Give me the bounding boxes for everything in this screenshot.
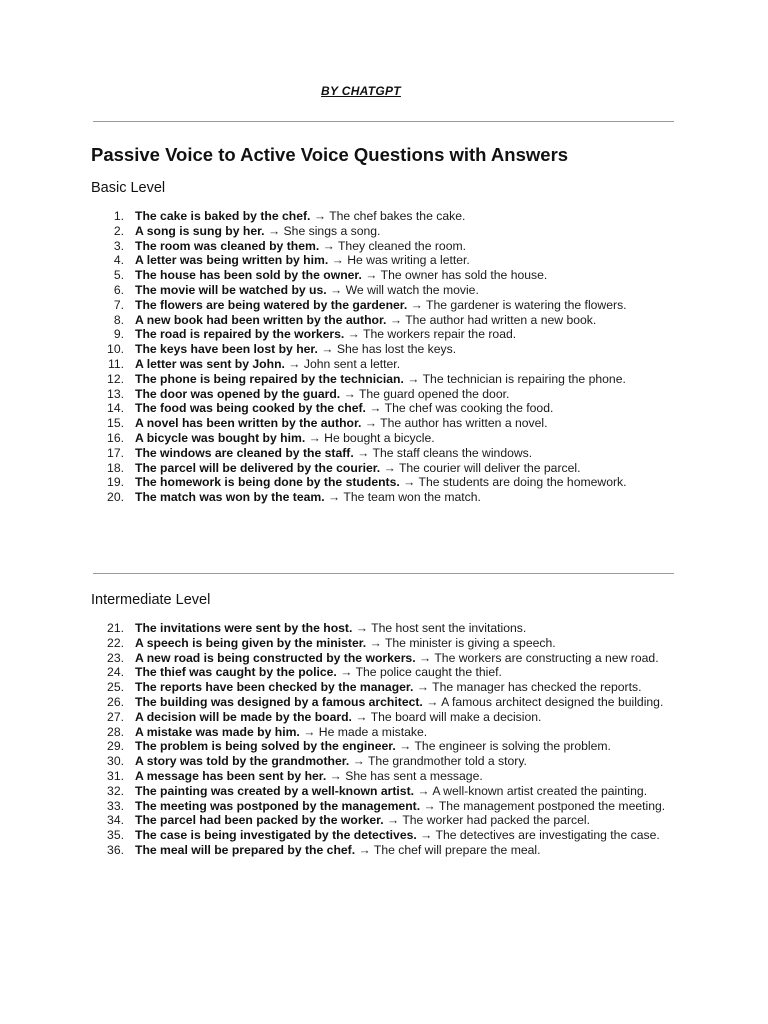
right-arrow-icon: → <box>415 650 435 665</box>
passive-sentence: The painting was created by a well-known artist. <box>135 783 415 798</box>
item-number: 14. <box>107 401 124 416</box>
item-number: 36. <box>107 842 124 857</box>
item-number: 27. <box>107 709 124 724</box>
item-number: 28. <box>107 724 124 739</box>
right-arrow-icon: → <box>399 475 419 490</box>
passive-sentence: The keys have been lost by her. <box>135 342 318 357</box>
list-item <box>0 283 768 298</box>
active-sentence: The staff cleans the windows. <box>372 445 533 460</box>
passive-sentence: The room was cleaned by them. <box>135 238 320 253</box>
item-number: 24. <box>107 665 124 680</box>
passive-sentence: The windows are cleaned by the staff. <box>135 445 354 460</box>
passive-sentence: The door was opened by the guard. <box>135 386 341 401</box>
divider <box>93 573 674 574</box>
item-number: 23. <box>107 650 124 665</box>
right-arrow-icon: → <box>324 490 344 505</box>
intermediate-level-list <box>0 621 768 858</box>
active-sentence: She sings a song. <box>283 223 381 238</box>
right-arrow-icon: → <box>407 297 427 312</box>
active-sentence: The guard opened the door. <box>358 386 510 401</box>
item-number: 30. <box>107 754 124 769</box>
active-sentence: She has sent a message. <box>345 768 483 783</box>
active-sentence: The technician is repairing the phone. <box>422 371 626 386</box>
list-item <box>0 695 768 710</box>
active-sentence: The author has written a novel. <box>380 416 548 431</box>
right-arrow-icon: → <box>344 327 364 342</box>
item-number: 25. <box>107 680 124 695</box>
passive-sentence: A mistake was made by him. <box>135 724 300 739</box>
item-number: 29. <box>107 739 124 754</box>
right-arrow-icon: → <box>310 209 330 223</box>
list-item <box>0 828 768 843</box>
active-sentence: A well-known artist created the painting. <box>432 783 648 798</box>
item-number: 1. <box>113 209 124 223</box>
passive-sentence: The homework is being done by the students. <box>135 475 400 490</box>
passive-sentence: A letter was sent by John. <box>135 356 285 371</box>
item-number: 6. <box>113 282 124 297</box>
item-number: 22. <box>107 635 124 650</box>
list-item <box>0 725 768 740</box>
divider <box>93 121 674 122</box>
active-sentence: The chef was cooking the food. <box>384 401 554 416</box>
right-arrow-icon: → <box>422 694 442 709</box>
passive-sentence: The invitations were sent by the host. <box>135 621 353 635</box>
right-arrow-icon: → <box>319 238 338 253</box>
passive-sentence: A song is sung by her. <box>135 223 265 238</box>
passive-sentence: The phone is being repaired by the technician. <box>135 371 404 386</box>
list-item <box>0 387 768 402</box>
passive-sentence: A new road is being constructed by the workers. <box>135 650 416 665</box>
passive-sentence: The match was won by the team. <box>135 490 325 505</box>
passive-sentence: The flowers are being watered by the gardener. <box>135 297 408 312</box>
section-heading-intermediate: Intermediate Level <box>91 592 211 608</box>
active-sentence: The police caught the thief. <box>355 665 502 680</box>
item-number: 34. <box>107 813 124 828</box>
list-item <box>0 621 768 636</box>
passive-sentence: A bicycle was bought by him. <box>135 430 306 445</box>
active-sentence: The gardener is watering the flowers. <box>426 297 627 312</box>
right-arrow-icon: → <box>340 386 359 401</box>
active-sentence: The workers are constructing a new road. <box>434 650 659 665</box>
active-sentence: The detectives are investigating the case. <box>435 828 660 843</box>
list-item <box>0 253 768 268</box>
list-item <box>0 490 768 505</box>
active-sentence: The students are doing the homework. <box>418 475 627 490</box>
list-item <box>0 313 768 328</box>
right-arrow-icon: → <box>380 460 399 475</box>
page-title: Passive Voice to Active Voice Questions with Answers <box>91 144 569 165</box>
right-arrow-icon: → <box>299 724 319 739</box>
passive-sentence: The house has been sold by the owner. <box>135 268 362 283</box>
passive-sentence: A novel has been written by the author. <box>135 416 362 431</box>
right-arrow-icon: → <box>416 828 436 843</box>
active-sentence: He was writing a letter. <box>347 253 470 268</box>
list-item <box>0 784 768 799</box>
passive-sentence: A letter was being written by him. <box>135 253 329 268</box>
active-sentence: The author had written a new book. <box>405 312 597 327</box>
item-number: 12. <box>107 371 124 386</box>
active-sentence: The manager has checked the reports. <box>432 680 642 695</box>
right-arrow-icon: → <box>351 709 371 724</box>
item-number: 18. <box>107 460 124 475</box>
item-number: 3. <box>113 238 124 253</box>
right-arrow-icon: → <box>414 783 433 798</box>
item-number: 32. <box>107 783 124 798</box>
passive-sentence: The parcel will be delivered by the courier. <box>135 460 381 475</box>
active-sentence: The owner has sold the house. <box>380 268 548 283</box>
section-heading-basic: Basic Level <box>91 180 166 196</box>
passive-sentence: The meal will be prepared by the chef. <box>135 842 356 857</box>
list-item <box>0 431 768 446</box>
list-item <box>0 680 768 695</box>
list-item <box>0 475 768 490</box>
list-item <box>0 710 768 725</box>
list-item <box>0 416 768 431</box>
list-item <box>0 813 768 828</box>
right-arrow-icon: → <box>395 739 415 754</box>
passive-sentence: The road is repaired by the workers. <box>135 327 345 342</box>
active-sentence: John sent a letter. <box>303 356 401 371</box>
right-arrow-icon: → <box>349 754 368 769</box>
right-arrow-icon: → <box>383 813 403 828</box>
item-number: 15. <box>107 416 124 431</box>
right-arrow-icon: → <box>264 223 284 238</box>
right-arrow-icon: → <box>355 842 374 857</box>
list-item <box>0 769 768 784</box>
item-number: 9. <box>113 327 124 342</box>
passive-sentence: The meeting was postponed by the management. <box>135 798 421 813</box>
basic-level-list <box>0 209 768 505</box>
list-item <box>0 446 768 461</box>
item-number: 8. <box>113 312 124 327</box>
passive-sentence: The case is being investigated by the detectives. <box>135 828 417 843</box>
right-arrow-icon: → <box>420 798 439 813</box>
active-sentence: The chef will prepare the meal. <box>373 842 541 857</box>
right-arrow-icon: → <box>403 371 423 386</box>
right-arrow-icon: → <box>386 312 406 327</box>
list-item <box>0 843 768 858</box>
right-arrow-icon: → <box>328 253 348 268</box>
item-number: 26. <box>107 694 124 709</box>
item-number: 33. <box>107 798 124 813</box>
item-number: 10. <box>107 342 124 357</box>
passive-sentence: A decision will be made by the board. <box>135 709 352 724</box>
passive-sentence: The movie will be watched by us. <box>135 282 327 297</box>
list-item <box>0 357 768 372</box>
item-number: 21. <box>107 621 124 635</box>
active-sentence: The engineer is solving the problem. <box>414 739 611 754</box>
passive-sentence: A new book had been written by the author. <box>135 312 387 327</box>
item-number: 2. <box>113 223 124 238</box>
active-sentence: The chef bakes the cake. <box>329 209 466 223</box>
list-item <box>0 372 768 387</box>
active-sentence: He made a mistake. <box>318 724 428 739</box>
list-item <box>0 754 768 769</box>
active-sentence: The minister is giving a speech. <box>384 635 556 650</box>
passive-sentence: A message has been sent by her. <box>135 768 327 783</box>
list-item <box>0 224 768 239</box>
list-item <box>0 401 768 416</box>
item-number: 16. <box>107 430 124 445</box>
list-item <box>0 239 768 254</box>
right-arrow-icon: → <box>305 430 325 445</box>
item-number: 35. <box>107 828 124 843</box>
passive-sentence: The problem is being solved by the engineer. <box>135 739 396 754</box>
right-arrow-icon: → <box>353 445 373 460</box>
passive-sentence: A speech is being given by the minister. <box>135 635 367 650</box>
item-number: 5. <box>113 268 124 283</box>
list-item <box>0 209 768 224</box>
right-arrow-icon: → <box>361 416 381 431</box>
list-item <box>0 636 768 651</box>
active-sentence: We will watch the movie. <box>345 282 479 297</box>
item-number: 31. <box>107 768 124 783</box>
right-arrow-icon: → <box>361 268 381 283</box>
active-sentence: She has lost the keys. <box>336 342 457 357</box>
passive-sentence: The reports have been checked by the manager. <box>135 680 414 695</box>
right-arrow-icon: → <box>326 768 346 783</box>
item-number: 13. <box>107 386 124 401</box>
active-sentence: The courier will deliver the parcel. <box>398 460 581 475</box>
right-arrow-icon: → <box>336 665 356 680</box>
passive-sentence: The thief was caught by the police. <box>135 665 337 680</box>
item-number: 17. <box>107 445 124 460</box>
active-sentence: The worker had packed the parcel. <box>402 813 590 828</box>
list-item <box>0 268 768 283</box>
list-item <box>0 665 768 680</box>
active-sentence: The board will make a decision. <box>370 709 542 724</box>
list-item <box>0 461 768 476</box>
right-arrow-icon: → <box>326 282 346 297</box>
active-sentence: A famous architect designed the building. <box>441 694 664 709</box>
passive-sentence: The cake is baked by the chef. <box>135 209 311 223</box>
item-number: 20. <box>107 490 124 505</box>
list-item <box>0 342 768 357</box>
byline: BY CHATGPT <box>321 84 401 98</box>
list-item <box>0 799 768 814</box>
active-sentence: The workers repair the road. <box>363 327 517 342</box>
right-arrow-icon: → <box>352 621 372 635</box>
item-number: 19. <box>107 475 124 490</box>
active-sentence: They cleaned the room. <box>337 238 467 253</box>
list-item <box>0 298 768 313</box>
passive-sentence: The food was being cooked by the chef. <box>135 401 366 416</box>
item-number: 7. <box>113 297 124 312</box>
passive-sentence: The building was designed by a famous architect. <box>135 694 423 709</box>
right-arrow-icon: → <box>284 356 304 371</box>
active-sentence: He bought a bicycle. <box>324 430 435 445</box>
active-sentence: The management postponed the meeting. <box>438 798 666 813</box>
passive-sentence: The parcel had been packed by the worker. <box>135 813 384 828</box>
list-item <box>0 739 768 754</box>
item-number: 11. <box>107 356 124 371</box>
right-arrow-icon: → <box>413 680 433 695</box>
list-item <box>0 651 768 666</box>
active-sentence: The team won the match. <box>343 490 481 505</box>
right-arrow-icon: → <box>365 401 385 416</box>
right-arrow-icon: → <box>366 635 385 650</box>
passive-sentence: A story was told by the grandmother. <box>135 754 350 769</box>
list-item <box>0 327 768 342</box>
right-arrow-icon: → <box>317 342 337 357</box>
active-sentence: The grandmother told a story. <box>367 754 527 769</box>
active-sentence: The host sent the invitations. <box>371 621 527 635</box>
item-number: 4. <box>113 253 124 268</box>
